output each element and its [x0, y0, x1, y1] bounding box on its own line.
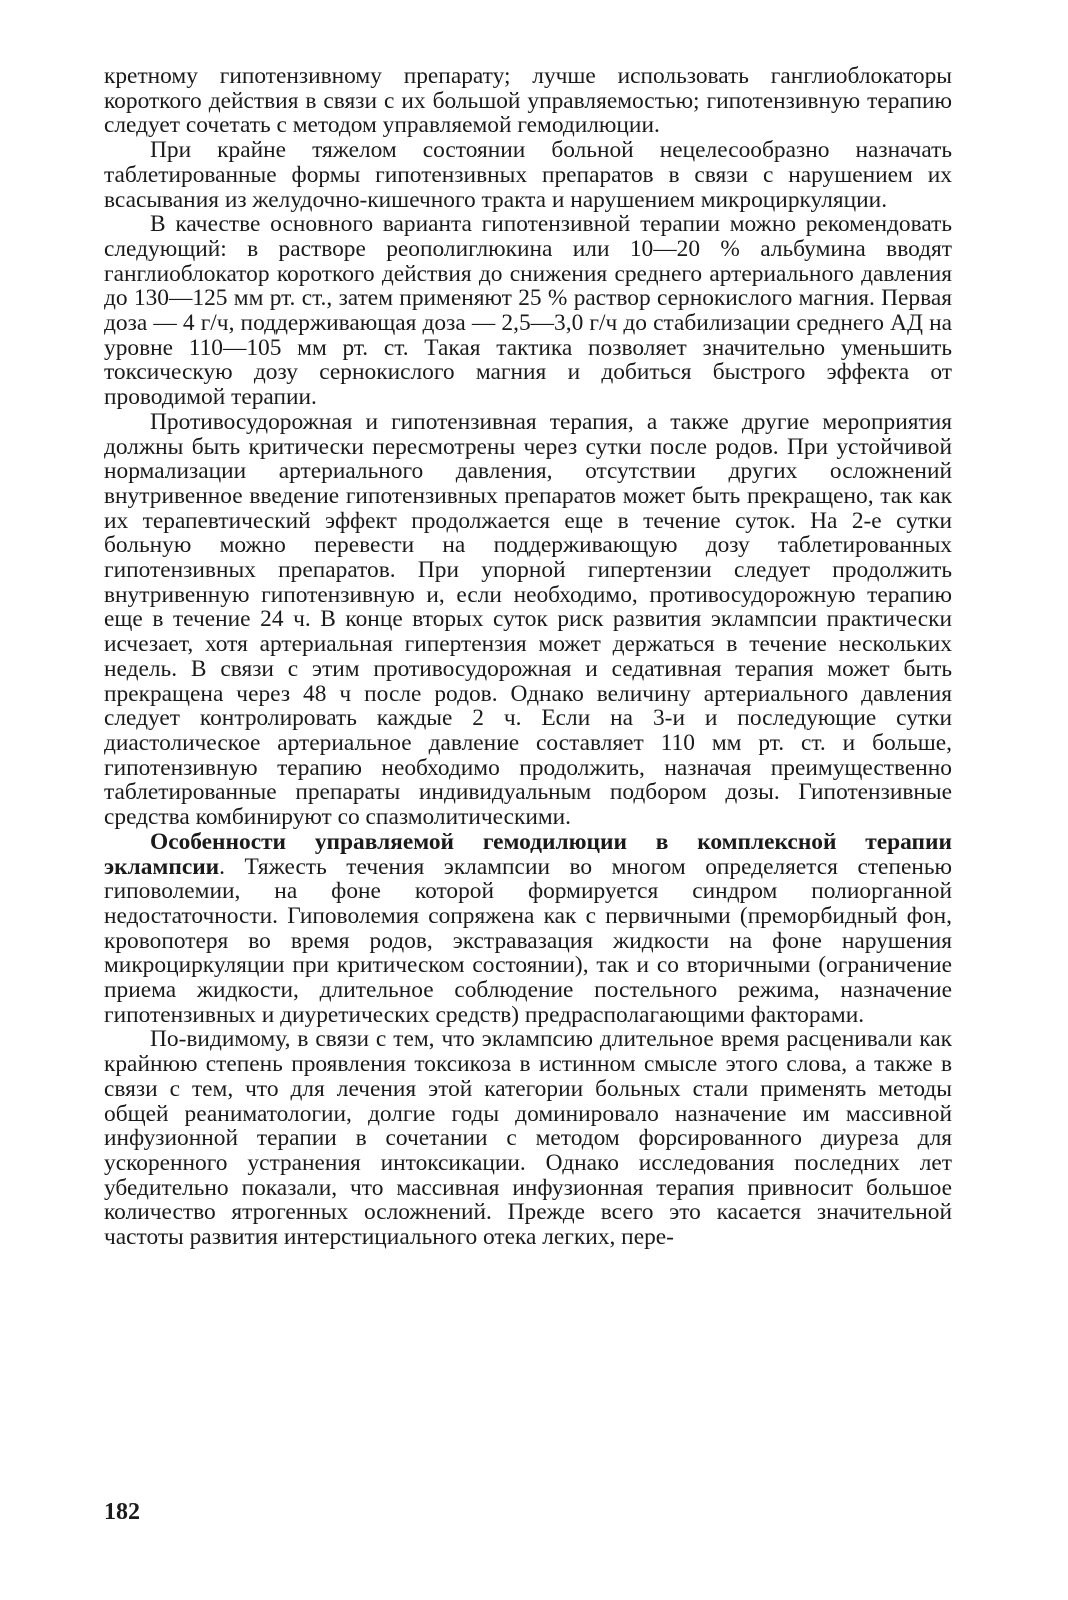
- paragraph-body: . Тяжесть течения эклампсии во многом определяется степенью гиповолемии, на фоне которой формируется синдром полиорганной недостаточности. Гиповолемия сопряжена как с первичными (преморбидный фон, кровопотеря во время родов, экстравазация жидкости на фоне нарушения микроциркуляции при критическом состоянии), так и со вторичными (ограничение приема жидкости, длительное соблюдение постельного режима, назначение гипотензивных и диуретических средств) предрасполагающими факторами.: [104, 853, 952, 1028]
- page-text-block: [104, 64, 952, 1250]
- paragraph-with-heading: [104, 830, 952, 1028]
- paragraph-continuation: кретному гипотензивному препарату; лучше использовать ганглиоблокаторы короткого действия в связи с их большой управляемостью; гипотензивную терапию следует сочетать с методом управляемой гемодилюции.: [104, 63, 952, 139]
- paragraph: Противосудорожная и гипотензивная терапия, а также другие мероприятия должны быть критически пересмотрены через сутки после родов. При устойчивой нормализации артериального давления, отсутствии других осложнений внутривенное введение гипотензивных препаратов может быть прекращено, так как их терапевтический эффект продолжается еще в течение суток. На 2-е сутки больную можно перевести на поддерживающую дозу таблетированных гипотензивных препаратов. При упорной гипертензии следует продолжить внутривенную гипотензивную и, если необходимо, противосудорожную терапию еще в течение 24 ч. В конце вторых суток риск развития эклампсии практически исчезает, хотя артериальная гипертензия может держаться в течение нескольких недель. В связи с этим противосудорожная и седативная терапия может быть прекращена через 48 ч после родов. Однако величину артериального давления следует контролировать каждые 2 ч. Если на 3-и и последующие сутки диастолическое артериальное давление составляет 110 мм рт. ст. и больше, гипотензивную терапию необходимо продолжить, назначая преимущественно таблетированные препараты индивидуальным подбором дозы. Гипотензивные средства комбинируют со спазмолитическими.: [104, 408, 952, 831]
- paragraph: В качестве основного варианта гипотензивной терапии можно рекомендовать следующий: в растворе реополиглюкина или 10—20 % альбумина вводят ганглиоблокатор короткого действия до снижения среднего артериального давления до 130—125 мм рт. ст., затем применяют 25 % раствор сернокислого магния. Первая доза — 4 г/ч, поддерживающая доза — 2,5—3,0 г/ч до стабилизации среднего АД на уровне 110—105 мм рт. ст. Такая тактика позволяет значительно уменьшить токсическую дозу сернокислого магния и добиться быстрого эффекта от проводимой терапии.: [104, 211, 952, 411]
- paragraph: При крайне тяжелом состоянии больной нецелесообразно назначать таблетированные формы гипотензивных препаратов в связи с нарушением их всасывания из желудочно-кишечного тракта и нарушением микроциркуляции.: [104, 137, 952, 213]
- page-number: 182: [104, 1499, 140, 1525]
- section-heading: Особенности управляемой гемодилюции в комплексной терапии эклампсии: [104, 828, 952, 880]
- paragraph: По-видимому, в связи с тем, что эклампсию длительное время расценивали как крайнюю степень проявления токсикоза в истинном смысле этого слова, а также в связи с тем, что для лечения этой категории больных стали применять методы общей реаниматологии, долгие годы доминировало назначение им массивной инфузионной терапии в сочетании с методом форсированного диуреза для ускоренного устранения интоксикации. Однако исследования последних лет убедительно показали, что массивная инфузионная терапия привносит большое количество ятрогенных осложнений. Прежде всего это касается значительной частоты развития интерстициального отека легких, пере-: [104, 1026, 952, 1251]
